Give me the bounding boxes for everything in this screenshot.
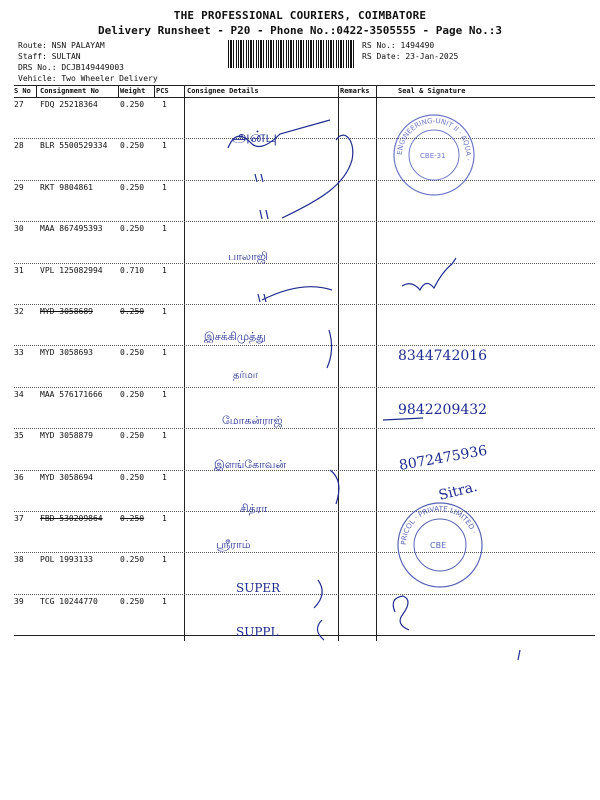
bracket-stroke bbox=[327, 330, 332, 368]
row-pcs: 1 bbox=[162, 224, 167, 234]
row-weight: 0.250 bbox=[120, 182, 145, 192]
row39-signature-stroke bbox=[393, 596, 409, 630]
row-sno: 29 bbox=[14, 182, 24, 192]
row-consignment-no: FBD 530209864 bbox=[40, 514, 103, 523]
handwriting-r37-name: ஸ்ரீராம் bbox=[216, 538, 251, 551]
route-label: Route: NSN PALAYAM bbox=[18, 41, 105, 50]
row-consignment-no: FDQ 25218364 bbox=[40, 100, 98, 109]
staff-label: Staff: SULTAN bbox=[18, 52, 81, 61]
row-pcs: 1 bbox=[162, 348, 167, 358]
rs-number: RS No.: 1494490 bbox=[362, 41, 435, 50]
bracket-stroke bbox=[314, 580, 322, 608]
handwriting-r34-name: மோகன்ராஜ் bbox=[222, 414, 283, 427]
svg-text:PRICOL · PRIVATE LIMITED ·: PRICOL · PRIVATE LIMITED · bbox=[399, 504, 478, 546]
handwriting-r27: அன்பு bbox=[232, 127, 278, 146]
row-consignment-no: BLR 5500529334 bbox=[40, 141, 108, 151]
row-sno: 37 bbox=[14, 514, 24, 523]
svg-text:CBE: CBE bbox=[430, 541, 447, 550]
row-sno: 31 bbox=[14, 265, 24, 275]
row-weight: 0.250 bbox=[120, 431, 145, 441]
bracket-stroke bbox=[317, 620, 324, 640]
handwriting-r39-name: SUPPL bbox=[236, 625, 279, 639]
row-weight: 0.250 bbox=[120, 348, 145, 358]
handwriting-r35-name: இளங்கோவன் bbox=[214, 458, 287, 471]
bracket-stroke bbox=[282, 135, 353, 218]
row-sno: 38 bbox=[14, 555, 24, 565]
handwriting-r33-sub: தர்மா bbox=[233, 370, 259, 381]
row-pcs: 1 bbox=[162, 265, 167, 275]
row-sno: 36 bbox=[14, 472, 24, 482]
row-consignment-no: RKT 9804861 bbox=[40, 182, 93, 192]
handwriting-r35-phone: 8072475936 bbox=[397, 442, 489, 474]
vehicle-label: Vehicle: Two Wheeler Delivery bbox=[18, 74, 158, 83]
row-sno: 34 bbox=[14, 389, 24, 399]
row-pcs: 1 bbox=[162, 141, 167, 151]
row-weight: 0.250 bbox=[120, 555, 145, 565]
row-weight: 0.250 bbox=[120, 100, 145, 109]
row-pcs: 1 bbox=[162, 472, 167, 482]
handwriting-r36-name: சித்ரா bbox=[240, 502, 268, 515]
row-pcs: 1 bbox=[162, 514, 167, 523]
row-sno: 27 bbox=[14, 100, 24, 109]
rs-date: RS Date: 23-Jan-2025 bbox=[362, 52, 459, 61]
row31-signature-stroke bbox=[402, 258, 456, 290]
handwriting-r38-name: SUPER bbox=[236, 581, 281, 595]
runsheet-title: Delivery Runsheet - P20 - Phone No.:0422-3505555 - Page No.:3 bbox=[98, 24, 502, 37]
row-weight: 0.250 bbox=[120, 514, 145, 523]
row-pcs: 1 bbox=[162, 596, 167, 606]
row-weight: 0.710 bbox=[120, 265, 145, 275]
svg-text:CBE-31: CBE-31 bbox=[420, 152, 446, 160]
col-header-weight: Weight bbox=[120, 87, 146, 95]
col-header-consignee: Consignee Details bbox=[187, 87, 259, 95]
underline-stroke bbox=[262, 287, 332, 300]
ditto-mark bbox=[260, 210, 268, 219]
row-sno: 32 bbox=[14, 307, 24, 316]
row-pcs: 1 bbox=[162, 555, 167, 565]
col-header-consignment: Consignment No bbox=[40, 87, 100, 95]
row-consignment-no: POL 1993133 bbox=[40, 555, 93, 565]
row-sno: 30 bbox=[14, 224, 24, 234]
row-weight: 0.250 bbox=[120, 307, 145, 316]
drs-label: DRS No.: DCJB149449003 bbox=[18, 63, 124, 72]
row-pcs: 1 bbox=[162, 431, 167, 441]
col-header-pcs: PCS bbox=[156, 87, 169, 95]
handwriting-r33-name: இசக்கிமுத்து bbox=[204, 330, 266, 343]
company-title: THE PROFESSIONAL COURIERS, COIMBATORE bbox=[173, 9, 427, 22]
row-pcs: 1 bbox=[162, 100, 167, 109]
underline-stroke bbox=[383, 418, 423, 420]
ditto-mark bbox=[255, 174, 263, 182]
row-sno: 35 bbox=[14, 431, 24, 441]
row-consignment-no: TCG 10244770 bbox=[40, 596, 98, 606]
company-seal-lower bbox=[398, 503, 482, 587]
row-weight: 0.250 bbox=[120, 389, 145, 399]
col-header-seal: Seal & Signature bbox=[398, 87, 466, 95]
row-sno: 28 bbox=[14, 141, 24, 151]
row-pcs: 1 bbox=[162, 182, 167, 192]
svg-text:ENGINEERING-UNIT II · AQUA ·: ENGINEERING-UNIT II · AQUA · bbox=[395, 116, 473, 162]
row-weight: 0.250 bbox=[120, 141, 145, 151]
handwriting-r30: பாலாஜி bbox=[228, 250, 268, 263]
row-consignment-no: MYD 3058879 bbox=[40, 431, 93, 441]
handwriting-r34-phone: 9842209432 bbox=[398, 402, 488, 418]
col-header-remarks: Remarks bbox=[340, 87, 370, 95]
bracket-stroke bbox=[330, 470, 339, 504]
company-seal-upper bbox=[394, 115, 474, 195]
row-consignment-no: MYD 3058693 bbox=[40, 348, 93, 358]
row-weight: 0.250 bbox=[120, 472, 145, 482]
row-consignment-no: MYD 3058694 bbox=[40, 472, 93, 482]
row-weight: 0.250 bbox=[120, 596, 145, 606]
row-pcs: 1 bbox=[162, 307, 167, 316]
row-pcs: 1 bbox=[162, 389, 167, 399]
row-sno: 33 bbox=[14, 348, 24, 358]
col-header-sno: S No bbox=[14, 87, 31, 95]
row-weight: 0.250 bbox=[120, 224, 145, 234]
row-consignment-no: MAA 867495393 bbox=[40, 224, 103, 234]
row-consignment-no: MYD 3058689 bbox=[40, 307, 93, 316]
handwriting-r33-phone: 8344742016 bbox=[398, 348, 488, 364]
row-consignment-no: MAA 576171666 bbox=[40, 389, 103, 399]
row-sno: 39 bbox=[14, 596, 24, 606]
row-consignment-no: VPL 125082994 bbox=[40, 265, 103, 275]
ink-mark bbox=[518, 650, 520, 660]
handwriting-r36-signature: Sitra. bbox=[437, 478, 479, 504]
